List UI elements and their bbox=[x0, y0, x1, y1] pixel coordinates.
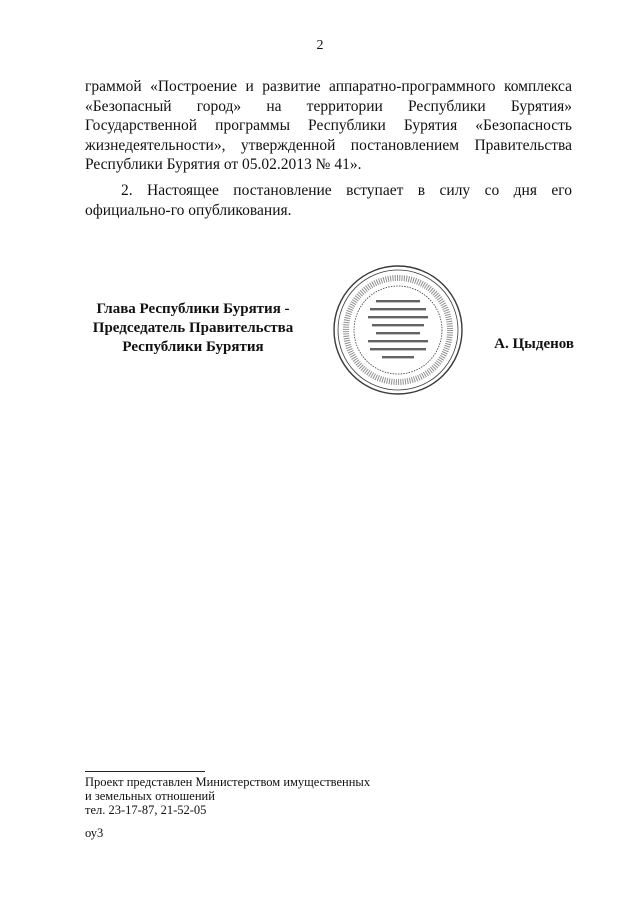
signatory-title-line: Председатель Правительства bbox=[92, 320, 294, 336]
signatory-title-line: Республики Бурятия bbox=[122, 339, 264, 355]
signatory-name: А. Цыденов bbox=[494, 336, 574, 352]
footnote-phone: тел. 23-17-87, 21-52-05 bbox=[85, 803, 207, 817]
footnote bbox=[85, 775, 370, 840]
body-paragraph-1: граммой «Построение и развитие аппаратно-программного комплекса «Безопасный город» на территории Республики Бурятия» Государственной программы Республики Бурятия «Безопасность жизнедеятельности», утвержденной постановлением Правительства Республики Бурятия от 05.02.2013 № 41». bbox=[85, 78, 572, 173]
official-seal-stamp bbox=[332, 264, 464, 396]
page-number: 2 bbox=[316, 38, 324, 53]
footnote-line: и земельных отношений bbox=[85, 789, 215, 803]
signatory-title-line: Глава Республики Бурятия - bbox=[96, 301, 290, 317]
footnote-line: Проект представлен Министерством имущественных bbox=[85, 775, 371, 789]
signatory-title bbox=[78, 300, 308, 357]
footnote-divider bbox=[85, 771, 205, 772]
body-paragraph-2: 2. Настоящее постановление вступает в силу со дня его официально-го опубликования. bbox=[85, 182, 572, 219]
document-code: оу3 bbox=[85, 826, 104, 840]
